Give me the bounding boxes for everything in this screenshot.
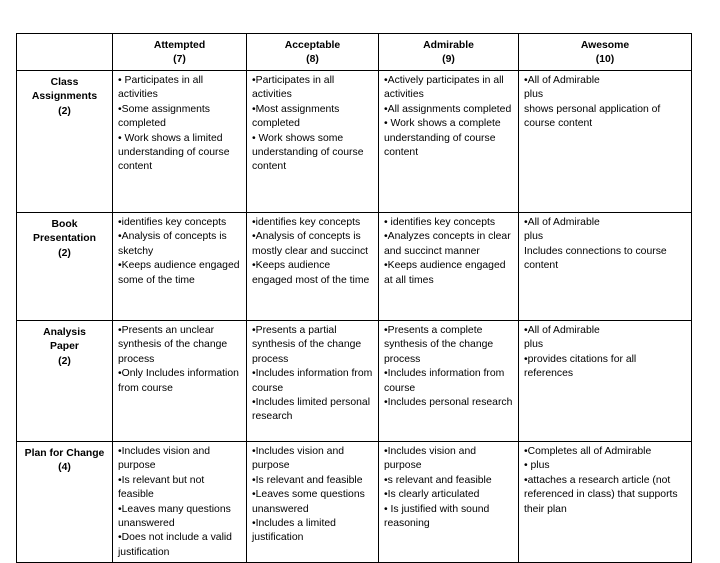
criterion-item: •Includes vision and purpose [252,446,345,472]
criterion-item: • Is justified with sound reasoning [384,503,490,530]
column-header-admirable [379,34,519,71]
criterion-item: •Keeps audience engaged some of the time [118,260,240,286]
criterion-item: •provides citations for all references [524,353,637,380]
header-row [17,34,692,71]
criterion-item: •Presents a partial synthesis of the change process [252,325,362,365]
table-row-analysis-paper [17,321,692,442]
criterion-item: •Includes personal research [384,397,513,409]
row-header [17,321,113,442]
criterion-item: •s relevant and feasible [384,474,492,486]
row-title-line: Book [51,219,78,230]
row-points: (2) [58,105,71,117]
criterion-item: •Includes vision and purpose [118,446,211,472]
column-points: (10) [595,54,615,66]
column-points: (7) [173,54,186,66]
row-header [17,71,113,213]
criteria-cell-attempted [113,321,247,442]
criteria-cell-admirable [379,442,519,563]
row-title-line: Presentation [33,233,96,245]
criterion-item: •Presents a complete synthesis of the change process [384,325,494,365]
criterion-item: • plus [524,460,550,472]
criteria-cell-admirable [379,71,519,213]
column-points: (9) [442,54,455,66]
criteria-cell-admirable [379,213,519,321]
criterion-item: • identifies key concepts [384,217,496,228]
criterion-item: •Analysis of concepts is mostly clear and succinct [252,231,369,257]
criterion-item: •Analysis of concepts is sketchy [118,231,227,257]
row-title-line: Assignments [31,91,98,103]
criterion-item: •Is clearly articulated [384,489,480,501]
criterion-item: • Work shows a complete understanding of course content [384,118,501,159]
criteria-cell-acceptable [247,321,379,442]
criterion-item: •attaches a research article (not referenced in class) that supports their plan [524,474,678,515]
criterion-item: •Actively participates in all activities [384,75,504,101]
criterion-item: •Only Includes information from course [118,368,239,394]
row-title-line: Plan for Change [24,448,105,459]
criteria-cell-acceptable [247,71,379,213]
row-title-line: Analysis [43,327,86,338]
criteria-cell-awesome [519,213,692,321]
criterion-item: •All assignments completed [384,103,512,115]
criterion-item: • Work shows some understanding of course content [252,132,364,173]
criterion-item: •Completes all of Admirable [524,446,652,457]
criterion-item: •Includes information from course [252,368,373,394]
criterion-text: plus [524,339,544,351]
column-title: Admirable [423,40,474,51]
criterion-item: •Is relevant and feasible [252,474,363,486]
table-row-plan-for-change [17,442,692,563]
criteria-cell-awesome [519,71,692,213]
criteria-cell-acceptable [247,213,379,321]
criterion-item: •All of Admirable [524,217,600,228]
criterion-item: •Includes a limited justification [252,518,336,544]
criterion-text: shows personal application of course content [524,103,661,130]
criterion-item: •Includes information from course [384,368,505,394]
column-title: Attempted [153,40,206,51]
criteria-cell-admirable [379,321,519,442]
row-points: (4) [58,462,71,474]
criteria-cell-awesome [519,321,692,442]
criteria-cell-acceptable [247,442,379,563]
criterion-item: •Includes vision and purpose [384,446,477,472]
table-row-book-presentation [17,213,692,321]
criterion-item: •Participates in all activities [252,75,335,101]
criterion-item: •identifies key concepts [252,217,361,228]
criterion-item: •Keeps audience engaged most of the time [252,260,370,286]
rubric-table [16,33,692,563]
criterion-item: •Does not include a valid justification [118,532,232,558]
criterion-item: •Keeps audience engaged at all times [384,260,506,286]
column-header-awesome [519,34,692,71]
criteria-cell-attempted [113,71,247,213]
column-title: Awesome [580,40,630,51]
column-title: Acceptable [284,40,341,51]
row-title-line: Paper [50,341,79,353]
criterion-text: Includes connections to course content [524,245,667,272]
row-header [17,213,113,321]
criterion-item: •identifies key concepts [118,217,227,228]
criterion-item: •Is relevant but not feasible [118,474,205,501]
criterion-item: •Presents an unclear synthesis of the change process [118,325,228,365]
criterion-item: •Most assignments completed [252,103,340,130]
criterion-item: •All of Admirable [524,75,600,86]
row-points: (2) [58,355,71,367]
row-title-line: Class [50,77,79,88]
corner-cell [17,34,113,71]
row-points: (2) [58,247,71,259]
column-header-acceptable [247,34,379,71]
criterion-item: •Analyzes concepts in clear and succinct manner [384,231,511,257]
criterion-item: •Leaves some questions unanswered [252,489,365,515]
criterion-item: • Work shows a limited understanding of course content [118,132,230,173]
criterion-item: •All of Admirable [524,325,600,336]
criteria-cell-attempted [113,213,247,321]
row-header [17,442,113,563]
criterion-item: • Participates in all activities [118,75,204,101]
criterion-text: plus [524,89,544,101]
criteria-cell-awesome [519,442,692,563]
criterion-text: plus [524,231,544,243]
criterion-item: •Some assignments completed [118,103,211,130]
criteria-cell-attempted [113,442,247,563]
column-header-attempted [113,34,247,71]
column-points: (8) [306,54,319,66]
criterion-item: •Leaves many questions unanswered [118,503,231,530]
table-row-class-assignments [17,71,692,213]
criterion-item: •Includes limited personal research [252,397,370,423]
